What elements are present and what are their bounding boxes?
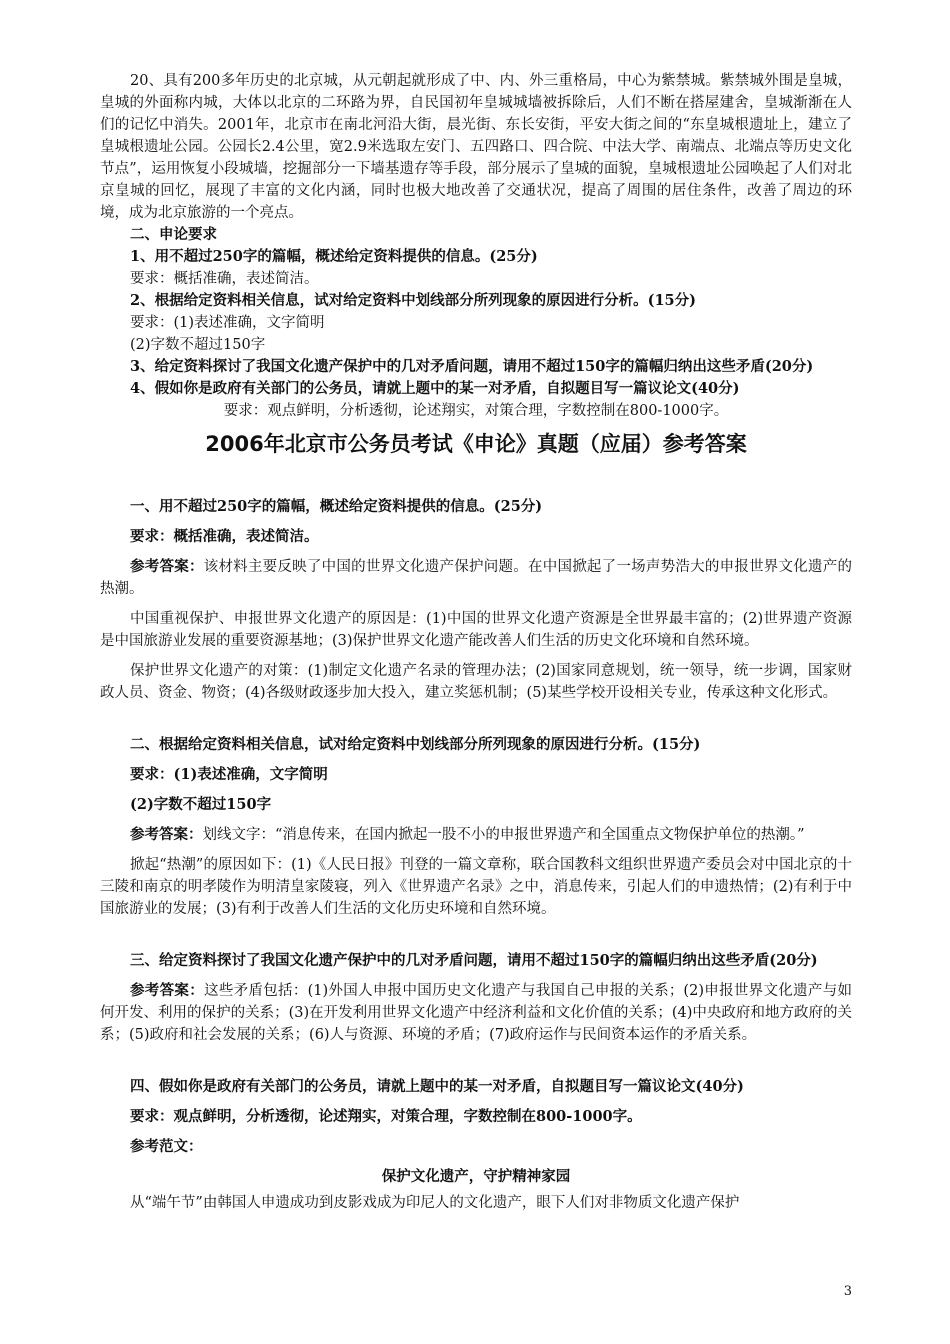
question-1: 1、用不超过250字的篇幅，概述给定资料提供的信息。(25分)	[130, 248, 538, 265]
question-1-requirement: 要求：概括准确，表述简洁。	[130, 271, 319, 287]
question-4: 4、假如你是政府有关部门的公务员，请就上题中的某一对矛盾，自拟题目写一篇议论文(40分)	[130, 380, 740, 397]
reference-answer-label: 参考答案：	[130, 826, 203, 843]
question-4-requirement: 要求：观点鲜明，分析透彻，论述翔实，对策合理，字数控制在800-1000字。	[223, 403, 729, 419]
question-3: 3、给定资料探讨了我国文化遗产保护中的几对矛盾问题，请用不超过150字的篇幅归纳出这些矛盾(20分)	[130, 358, 814, 375]
question-2: 2、根据给定资料相关信息，试对给定资料中划线部分所列现象的原因进行分析。(15分)	[130, 292, 696, 309]
answer-3-title: 三、给定资料探讨了我国文化遗产保护中的几对矛盾问题，请用不超过150字的篇幅归纳出这些矛盾(20分)	[130, 952, 818, 969]
answer-1-paragraph-2: 中国重视保护、申报世界文化遗产的原因是：(1)中国的世界文化遗产资源是全世界最丰富的；(2)世界遗产资源是中国旅游业发展的重要资源基地；(3)保护世界文化遗产能改善人们生活的历史文化环境和自然环境。	[100, 611, 852, 649]
answer-2-title: 二、根据给定资料相关信息，试对给定资料中划线部分所列现象的原因进行分析。(15分)	[130, 736, 701, 753]
answer-2-paragraph-1: 参考答案：划线文字：“消息传来，在国内掀起一股不小的申报世界遗产和全国重点文物保护单位的热潮。”	[130, 826, 805, 843]
question-2-requirement-2: (2)字数不超过150字	[130, 337, 266, 353]
answer-1-paragraph-1: 参考答案：该材料主要反映了中国的世界文化遗产保护问题。在中国掀起了一场声势浩大的申报世界文化遗产的热潮。	[100, 558, 853, 597]
question-2-requirement-1: 要求：(1)表述准确，文字简明	[130, 315, 325, 331]
reference-essay-label: 参考范文：	[130, 1138, 203, 1155]
page-number: 3	[843, 1284, 852, 1299]
answer-4-requirement: 要求：观点鲜明，分析透彻，论述翔实，对策合理，字数控制在800-1000字。	[130, 1108, 642, 1125]
reference-answer-label: 参考答案：	[130, 558, 204, 575]
answer-2-paragraph-2: 掀起“热潮”的原因如下：(1)《人民日报》刊登的一篇文章称，联合国教科文组织世界遗产委员会对中国北京的十三陵和南京的明孝陵作为明清皇家陵寝，列入《世界遗产名录》之中，消息传来，引起人们的申遗热情；(2)有利于中国旅游业的发展；(3)有利于改善人们生活的文化历史环境和自然环境。	[100, 857, 852, 917]
answer-1-paragraph-3: 保护世界文化遗产的对策：(1)制定文化遗产名录的管理办法；(2)国家同意规划，统一领导，统一步调，国家财政人员、资金、物资；(4)各级财政逐步加大投入，建立奖惩机制；(5)某些学校开设相关专业，传承这种文化形式。	[100, 663, 852, 701]
answer-1-title: 一、用不超过250字的篇幅，概述给定资料提供的信息。(25分)	[130, 498, 543, 515]
reference-answer-label: 参考答案：	[130, 982, 205, 999]
answers-title: 2006年北京市公务员考试《申论》真题（应届）参考答案	[205, 432, 747, 456]
answer-2-requirement-2: (2)字数不超过150字	[130, 796, 272, 813]
answer-3-paragraph-1: 参考答案：这些矛盾包括：(1)外国人申报中国历史文化遗产与我国自己申报的关系；(2)申报世界文化遗产与如何开发、利用的保护的关系；(3)在开发利用世界文化遗产中经济利益和文化价值的关系；(4)中央政府和地方政府的关系；(5)政府和社会发展的关系；(6)人与资源、环境的矛盾；(7)政府运作与民间资本运作的矛盾关系。	[100, 982, 852, 1043]
answer-4-title: 四、假如你是政府有关部门的公务员，请就上题中的某一对矛盾，自拟题目写一篇议论文(40分)	[130, 1078, 744, 1095]
answer-1-requirement: 要求：概括准确，表述简洁。	[130, 528, 319, 545]
answer-2-requirement-1: 要求：(1)表述准确，文字简明	[130, 766, 328, 783]
requirements-heading: 二、申论要求	[130, 226, 217, 243]
essay-paragraph-1: 从“端午节”由韩国人申遗成功到皮影戏成为印尼人的文化遗产，眼下人们对非物质文化遗产保护	[130, 1195, 740, 1211]
essay-title: 保护文化遗产，守护精神家园	[381, 1168, 571, 1185]
document-page	[100, 70, 852, 1214]
material-paragraph-20: 20、具有200多年历史的北京城，从元朝起就形成了中、内、外三重格局，中心为紫禁城。紫禁城外围是皇城，皇城的外面称内城，大体以北京的二环路为界，自民国初年皇城城墙被拆除后，人们不断在搭屋建舍，皇城渐渐在人们的记忆中消失。2001年，北京市在南北河沿大街，晨光街、东长安街，平安大街之间的“东皇城根遗址上，建立了皇城根遗址公园。公园长2.4公里，宽2.9米选取左安门、五四路口、四合院、中法大学、南端点、北端点等历史文化节点”，运用恢复小段城墙，挖掘部分一下墙基遗存等手段，部分展示了皇城的面貌，皇城根遗址公园唤起了人们对北京皇城的回忆，展现了丰富的文化内涵，同时也极大地改善了交通状况，提高了周围的居住条件，改善了周边的环境，成为北京旅游的一个亮点。	[100, 73, 852, 221]
